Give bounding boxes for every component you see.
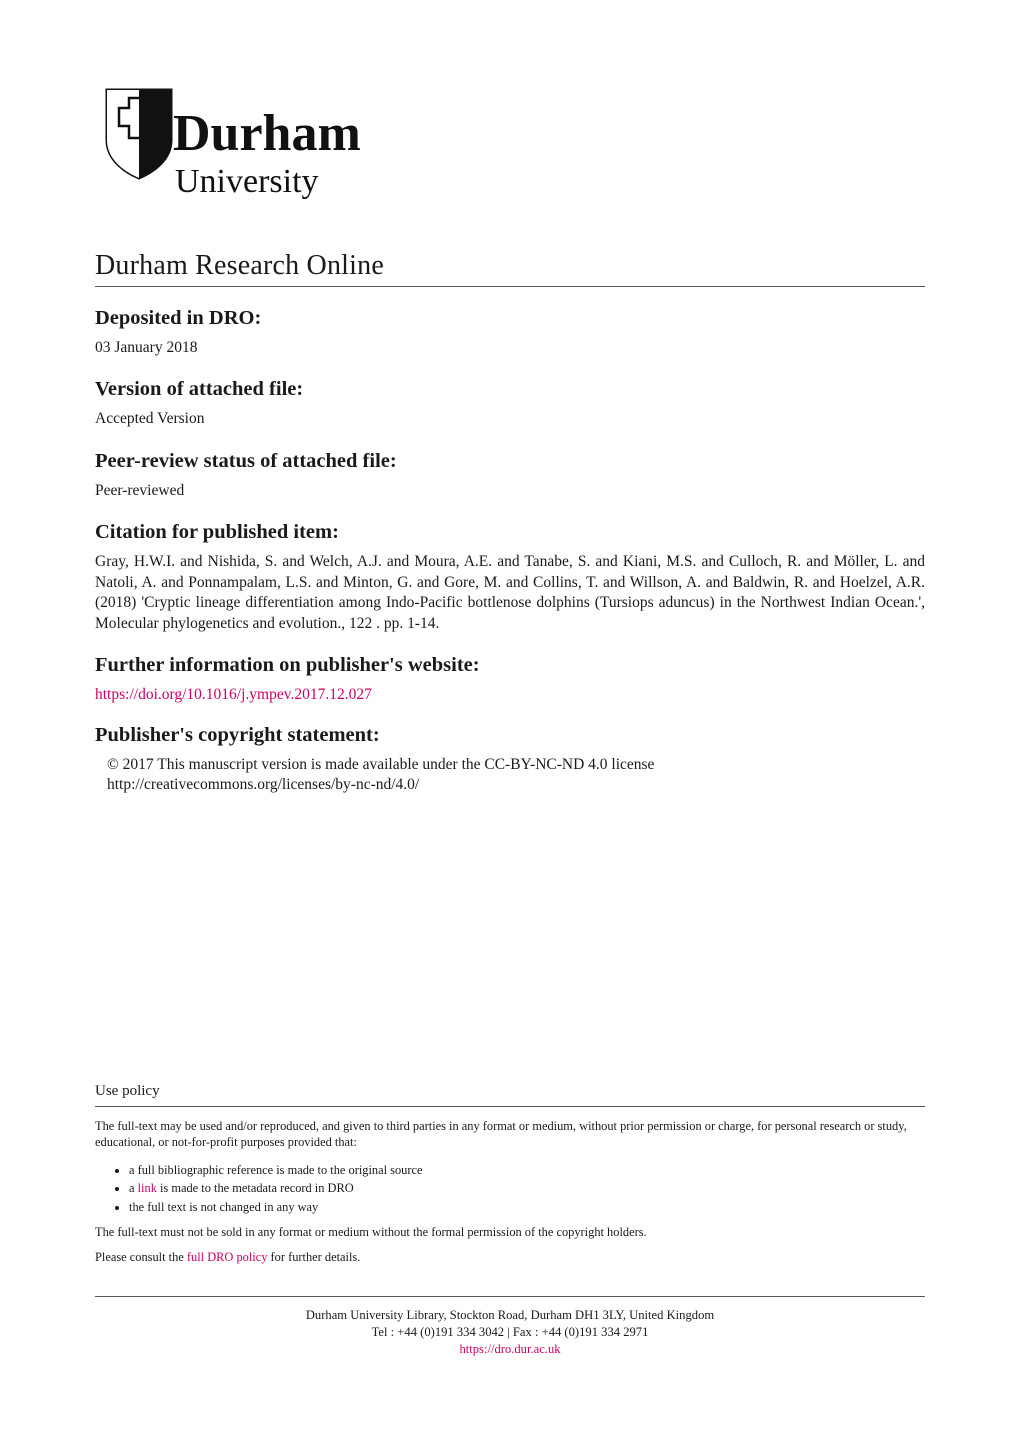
deposited-date: 03 January 2018 [95,339,198,356]
logo-wordmark: Durham [173,105,361,162]
consult-post: for further details. [267,1250,361,1265]
use-policy-title: Use policy [95,1083,160,1099]
use-policy-divider [95,1106,925,1107]
list-item [129,1161,925,1180]
peer-review-value: Peer-reviewed [95,481,185,499]
page-title: Durham Research Online [95,250,384,281]
list-item [129,1198,925,1217]
bullet-1-pre: a [129,1181,138,1196]
copyright-line-2: http://creativecommons.org/licenses/by-nc-nd/4.0/ [107,776,420,794]
use-policy-bullets [95,1161,925,1217]
metadata-record-link[interactable]: link [137,1181,157,1196]
citation-text: Gray, H.W.I. and Nishida, S. and Welch, A.J. and Moura, A.E. and Tanabe, S. and Kiani, M.S. and Culloch, R. and Möller, L. and Natoli, A. and Ponnampalam, L.S. and Minton, G. and Gore, M. and Collins, T. and Willson, A. and Baldwin, R. and Hoelzel, A.R. (2018) 'Cryptic lineage differentiation among Indo-Pacific bottlenose dolphins (Tursiops aduncus) in the Northwest Indian Ocean.', Molecular phylogenetics and evolution., 122 . pp. 1-14. [95,553,925,632]
footer-address: Durham University Library, Stockton Road, Durham DH1 3LY, United Kingdom [305,1308,715,1322]
title-divider [95,286,925,287]
publisher-doi-paragraph [95,685,925,705]
copyright-line-1: © 2017 This manuscript version is made available under the CC-BY-NC-ND 4.0 license [107,755,655,773]
footer-divider [95,1296,925,1297]
document-content [95,80,925,796]
use-policy-intro: The full-text may be used and/or reproduced, and given to third parties in any format or medium, without prior permission or charge, for personal research or study, educational, or not-for-profit purposes provided that: [95,1119,907,1149]
list-item [129,1179,925,1198]
section-heading-citation: Citation for published item: [95,521,339,544]
page-footer [95,1296,925,1358]
section-heading-deposited: Deposited in DRO: [95,307,262,329]
use-policy-consult [95,1250,925,1266]
durham-shield-icon [103,88,175,180]
section-heading-peer-review: Peer-review status of attached file: [95,449,397,472]
use-policy-block [95,1083,925,1276]
section-heading-copyright: Publisher's copyright statement: [95,723,380,746]
section-heading-version: Version of attached file: [95,378,304,401]
doi-link[interactable]: https://doi.org/10.1016/j.ympev.2017.12.027 [95,686,372,704]
version-value: Accepted Version [95,410,205,428]
consult-pre: Please consult the [95,1250,187,1265]
section-heading-publisher-website: Further information on publisher's website: [95,654,480,677]
bullet-1-post: is made to the metadata record in DRO [156,1181,354,1196]
copyright-statement [107,755,925,797]
use-policy-no-sale: The full-text must not be sold in any format or medium without the formal permission of the copyright holders. [95,1224,647,1239]
durham-university-logo [95,80,925,220]
dro-website-link[interactable]: https://dro.dur.ac.uk [459,1342,561,1356]
footer-contact: Tel : +44 (0)191 334 3042 | Fax : +44 (0)191 334 2971 [371,1325,649,1339]
bullet-2-pre: the full text is not changed in any way [129,1199,319,1214]
bullet-0-pre: a full bibliographic reference is made to the original source [129,1162,423,1177]
logo-subtext: University [175,163,319,200]
full-dro-policy-link[interactable]: full DRO policy [186,1250,268,1265]
footer-url-line [95,1341,925,1358]
